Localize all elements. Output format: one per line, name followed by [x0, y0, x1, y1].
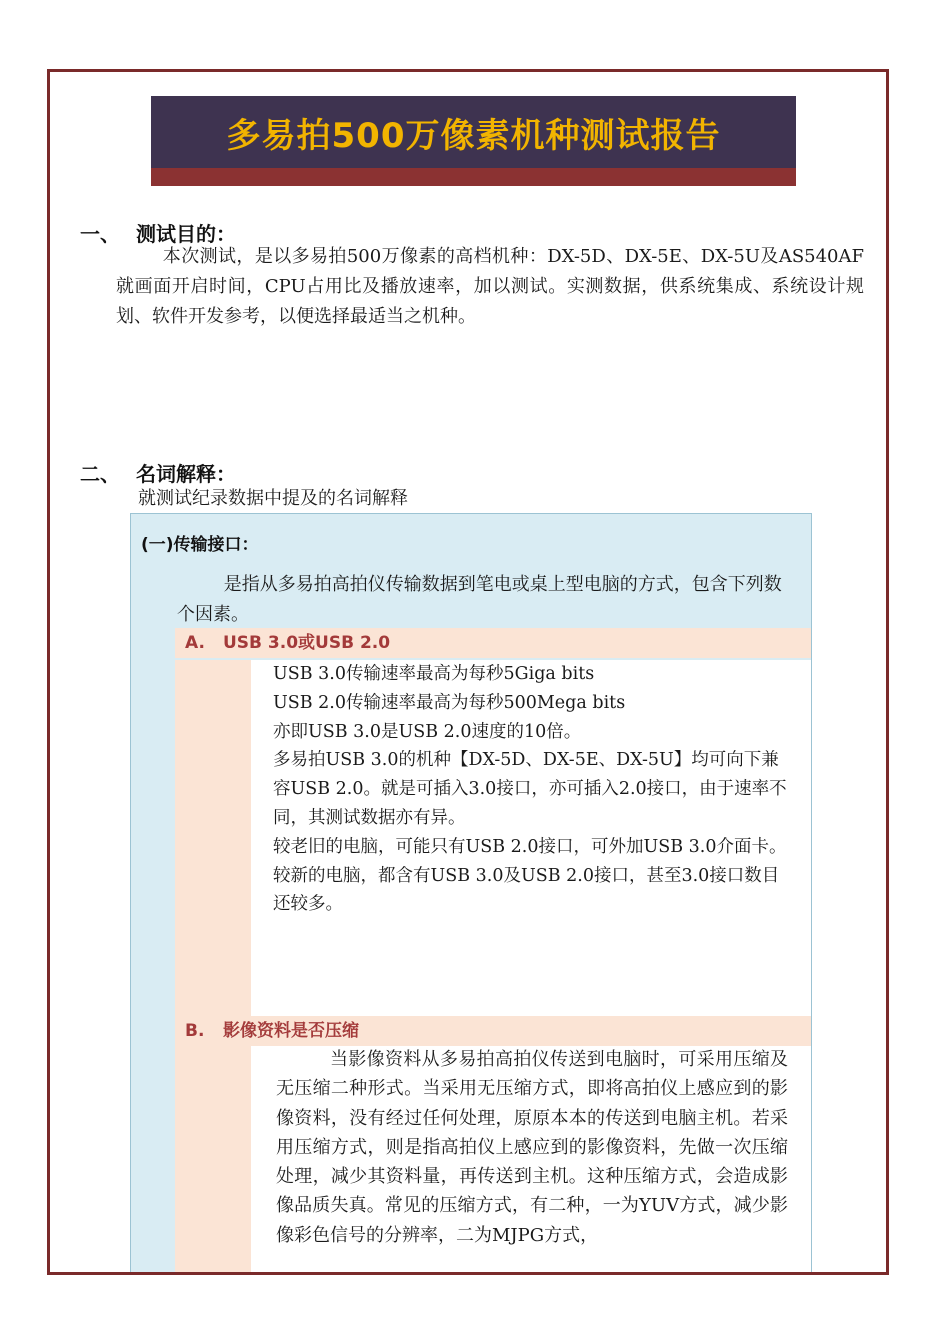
item-a-line: USB 2.0传输速率最高为每秒500Mega bits: [273, 692, 626, 713]
item-a-line: 亦即USB 3.0是USB 2.0速度的10倍。: [273, 721, 582, 742]
report-title: 多易拍500万像素机种测试报告: [151, 96, 796, 168]
item-b-heading: [175, 1016, 811, 1046]
item-a-letter: A.: [185, 633, 205, 653]
section-2-heading: [80, 458, 236, 487]
item-a-line: USB 3.0传输速率最高为每秒5Giga bits: [273, 664, 595, 684]
item-a-line: 较新的电脑，都含有USB 3.0及USB 2.0接口，甚至3.0接口数目还较多。: [273, 865, 780, 915]
section-1-body: 本次测试，是以多易拍500万像素的高档机种：DX-5D、DX-5E、DX-5U及AS540AF就画面开启时间，CPU占用比及播放速率，加以测试。实测数据，供系统集成、系统设计规划、软件开发参考，以便选择最适当之机种。: [116, 246, 864, 327]
document-frame: [47, 69, 889, 1275]
section-2-title: 名词解释：: [136, 462, 236, 486]
item-b-label: 影像资料是否压缩: [223, 1021, 359, 1041]
title-underline: [151, 168, 796, 186]
section-1-title: 测试目的：: [136, 222, 236, 246]
section-2-intro: 就测试纪录数据中提及的名词解释: [138, 488, 408, 509]
item-a-heading: [175, 628, 811, 658]
box-peach-column: [175, 660, 251, 1275]
section-1-number: 一、: [80, 222, 120, 246]
box-left-shade: [131, 660, 175, 1275]
item-a-label: USB 3.0或USB 2.0: [223, 633, 391, 653]
item-a-body: [273, 660, 789, 919]
item-a-line: 多易拍USB 3.0的机种【DX-5D、DX-5E、DX-5U】均可向下兼容USB 2.0。就是可插入3.0接口，亦可插入2.0接口，由于速率不同，其测试数据亦有异。: [273, 750, 787, 828]
section-2-number: 二、: [80, 462, 120, 486]
subsection-body: 是指从多易拍高拍仪传输数据到笔电或桌上型电脑的方式，包含下列数个因素。: [177, 574, 782, 625]
definition-box: [130, 513, 812, 1275]
subsection-title: (一)传输接口：: [141, 535, 259, 555]
item-b-letter: B.: [185, 1021, 205, 1041]
item-b-body: 当影像资料从多易拍高拍仪传送到电脑时，可采用压缩及无压缩二种形式。当采用无压缩方式，即将高拍仪上感应到的影像资料，没有经过任何处理，原原本本的传送到电脑主机。若采用压缩方式，则是指高拍仪上感应到的影像资料，先做一次压缩处理，减少其资料量，再传送到主机。这种压缩方式，会造成影像品质失真。常见的压缩方式，有二种，一为YUV方式，减少影像彩色信号的分辨率，二为MJPG方式，: [276, 1049, 788, 1246]
item-a-line: 较老旧的电脑，可能只有USB 2.0接口，可外加USB 3.0介面卡。: [273, 836, 787, 857]
